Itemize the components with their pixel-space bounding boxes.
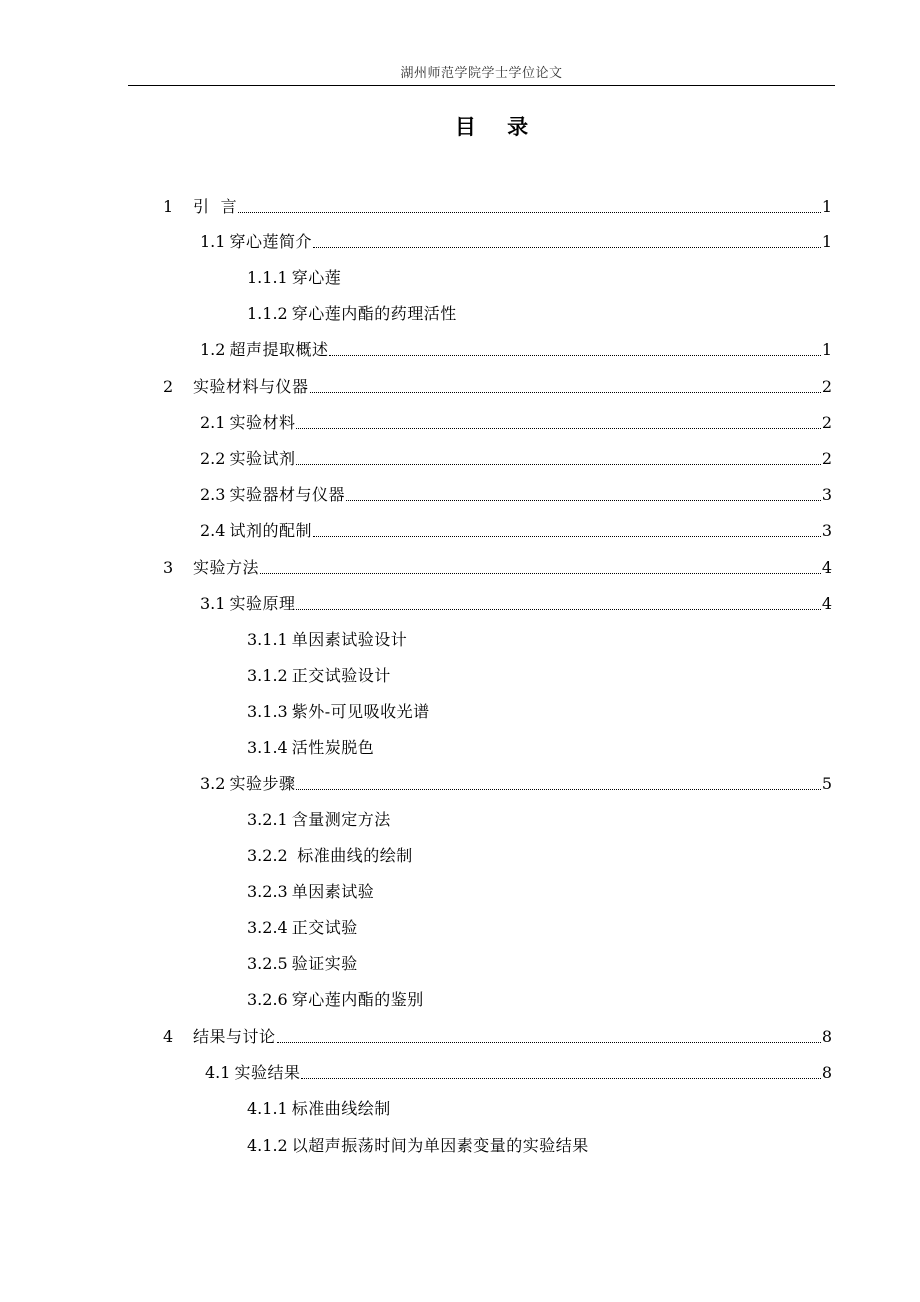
toc-entry-number: 3.1.1: [247, 630, 288, 649]
toc-page-number: 1: [821, 197, 832, 216]
toc-entry[interactable]: [163, 377, 832, 397]
toc-dot-leader: [313, 536, 821, 537]
toc-entry-title: 单因素试验: [291, 882, 375, 901]
toc-dot-leader: [277, 1042, 821, 1043]
toc-entry-title: 穿心莲: [291, 268, 342, 287]
toc-entry-number: 1: [163, 197, 174, 216]
toc-entry-number: 4: [163, 1027, 174, 1046]
toc-dot-leader: [313, 247, 821, 248]
toc-entry-number: 1.1.2: [247, 304, 288, 323]
toc-entry[interactable]: [247, 666, 391, 686]
toc-entry[interactable]: [247, 846, 413, 866]
toc-entry[interactable]: [247, 268, 341, 288]
toc-entry-title: 验证实验: [291, 954, 358, 973]
toc-entry-number: 3.1.2: [247, 666, 288, 685]
toc-entry-number: 2.2: [200, 449, 226, 468]
toc-entry-title: 实验试剂: [229, 449, 296, 468]
toc-entry[interactable]: [247, 954, 358, 974]
toc-entry[interactable]: [247, 882, 374, 902]
toc-entry-title: 实验材料与仪器: [193, 377, 309, 396]
toc-entry-number: 2: [163, 377, 174, 396]
toc-entry-title: 实验原理: [229, 594, 296, 613]
toc-page-number: 3: [821, 521, 832, 540]
toc-entry-title: 实验结果: [234, 1063, 301, 1082]
toc-entry[interactable]: [247, 990, 424, 1010]
toc-entry-title: 标准曲线绘制: [291, 1099, 391, 1118]
toc-entry[interactable]: [247, 1099, 391, 1119]
toc-dot-leader: [301, 1078, 820, 1079]
toc-page-number: 3: [821, 485, 832, 504]
toc-entry-title: 超声提取概述: [229, 340, 329, 359]
toc-dot-leader: [238, 212, 821, 213]
toc-entry-title: 穿心莲内酯的药理活性: [291, 304, 457, 323]
toc-entry-number: 1.1.1: [247, 268, 288, 287]
toc-dot-leader: [296, 428, 820, 429]
toc-entry-number: 2.3: [200, 485, 226, 504]
toc-entry-number: 4.1: [205, 1063, 231, 1082]
toc-entry-title: 试剂的配制: [229, 521, 312, 540]
toc-title: 目 录: [454, 115, 541, 139]
toc-entry[interactable]: [200, 413, 832, 433]
toc-entry[interactable]: [200, 774, 832, 794]
toc-entry[interactable]: [205, 1063, 832, 1083]
toc-entry-number: 3.2.2: [247, 846, 288, 865]
toc-entry-title: 活性炭脱色: [291, 738, 375, 757]
toc-entry-title: 以超声振荡时间为单因素变量的实验结果: [291, 1136, 589, 1155]
toc-entry-title: 正交试验: [291, 918, 358, 937]
toc-entry-number: 3: [163, 558, 174, 577]
toc-entry-title: 含量测定方法: [291, 810, 391, 829]
page-header: 湖州师范学院学士学位论文: [400, 66, 563, 81]
toc-entry[interactable]: [247, 630, 407, 650]
toc-entry-number: 3.1.3: [247, 702, 288, 721]
toc-page-number: 2: [821, 413, 832, 432]
toc-page-number: 1: [821, 232, 832, 251]
toc-entry[interactable]: [200, 449, 832, 469]
toc-entry-title: 穿心莲内酯的鉴别: [291, 990, 424, 1009]
toc-entry-number: 2.4: [200, 521, 226, 540]
toc-page-number: 8: [821, 1063, 832, 1082]
toc-entry-number: 4.1.2: [247, 1136, 288, 1155]
toc-entry-number: 3.1.4: [247, 738, 288, 757]
toc-entry[interactable]: [247, 918, 358, 938]
toc-entry-number: 3.2.1: [247, 810, 288, 829]
toc-page-number: 5: [821, 774, 832, 793]
toc-page-number: 2: [821, 377, 832, 396]
toc-entry[interactable]: [200, 594, 832, 614]
toc-entry-title: 实验器材与仪器: [229, 485, 345, 504]
toc-entry-title: 穿心莲简介: [229, 232, 312, 251]
toc-entry[interactable]: [247, 738, 374, 758]
toc-entry-number: 4.1.1: [247, 1099, 288, 1118]
toc-entry-title: 实验步骤: [229, 774, 296, 793]
toc-entry[interactable]: [163, 558, 832, 578]
toc-page-number: 4: [821, 558, 832, 577]
toc-entry[interactable]: [200, 521, 832, 541]
toc-entry-number: 3.2.5: [247, 954, 288, 973]
toc-entry-number: 2.1: [200, 413, 226, 432]
toc-entry-number: 3.2.4: [247, 918, 288, 937]
toc-page-number: 8: [821, 1027, 832, 1046]
toc-entry[interactable]: [163, 1027, 832, 1047]
toc-entry[interactable]: [200, 485, 832, 505]
toc-entry-title: 结果与讨论: [193, 1027, 276, 1046]
toc-entry-title: 实验方法: [193, 558, 260, 577]
toc-dot-leader: [296, 609, 820, 610]
toc-entry[interactable]: [247, 702, 430, 722]
toc-entry[interactable]: [247, 810, 391, 830]
toc-entry-number: 3.2.3: [247, 882, 288, 901]
toc-entry[interactable]: [200, 232, 832, 252]
toc-dot-leader: [260, 573, 821, 574]
toc-dot-leader: [346, 500, 821, 501]
toc-entry-title: 实验材料: [229, 413, 296, 432]
toc-entry-title: 引 言: [193, 197, 238, 216]
toc-entry-number: 3.2.6: [247, 990, 288, 1009]
toc-entry-number: 3.1: [200, 594, 226, 613]
toc-entry[interactable]: [163, 197, 832, 217]
toc-entry-number: 3.2: [200, 774, 226, 793]
toc-dot-leader: [296, 464, 820, 465]
toc-entry[interactable]: [200, 340, 832, 360]
toc-page-number: 4: [821, 594, 832, 613]
toc-dot-leader: [310, 392, 821, 393]
toc-entry-number: 1.2: [200, 340, 226, 359]
toc-page-number: 1: [821, 340, 832, 359]
toc-entry-title: 正交试验设计: [291, 666, 391, 685]
toc-entry[interactable]: [247, 1136, 589, 1156]
toc-dot-leader: [329, 355, 820, 356]
toc-entry-number: 1.1: [200, 232, 226, 251]
toc-entry-title: 紫外-可见吸收光谱: [291, 702, 430, 721]
toc-entry-title: 单因素试验设计: [291, 630, 408, 649]
toc-entry[interactable]: [247, 304, 457, 324]
toc-dot-leader: [296, 789, 820, 790]
toc-entry-title: 标准曲线的绘制: [291, 846, 413, 865]
toc-page-number: 2: [821, 449, 832, 468]
